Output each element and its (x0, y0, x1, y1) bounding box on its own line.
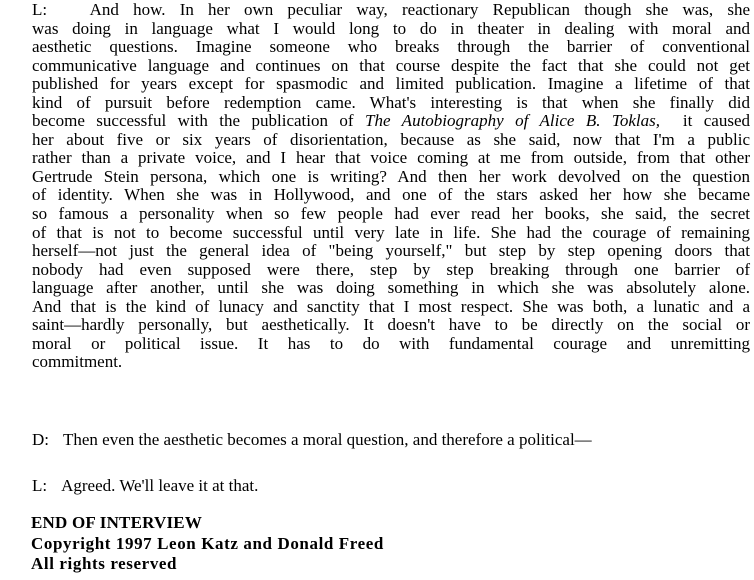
end-of-interview: END OF INTERVIEW (31, 513, 203, 532)
paragraph-line: commitment. (32, 352, 123, 372)
dialogue-line-l (32, 476, 258, 496)
paragraph-line: her about five or six years of disorientation, because as she said, now that I'm a public (32, 129, 750, 149)
paragraph-line: aesthetic questions. Imagine someone who breaks through the barrier of conventional (32, 37, 750, 57)
paragraph-line: was doing in language what I would long to do in theater in dealing with moral and (32, 18, 750, 38)
paragraph-line: communicative language and continues on that course despite the fact that she could not get (32, 55, 750, 75)
speaker-label: L: (32, 476, 48, 495)
paragraph-line: become successful with the publication of The Autobiography of Alice B. Toklas, it caused (32, 111, 751, 131)
paragraph-line: published for years except for spasmodic and limited publication. Imagine a lifetime of that (32, 74, 750, 94)
dialogue-line-d (32, 430, 592, 450)
paragraph-line: nobody had even supposed were there, step by step breaking through one barrier of (32, 259, 750, 279)
main-paragraph (1, 1, 750, 372)
dialogue-text: Then even the aesthetic becomes a moral question, and therefore a political— (63, 430, 592, 449)
paragraph-line: of identity. When she was in Hollywood, and one of the stars asked her how she became (32, 185, 750, 205)
paragraph-line: And that is the kind of lunacy and sanctity that I most respect. She was both, a lunatic and a (32, 296, 750, 316)
paragraph-line: moral or political issue. It has to do with fundamental courage and unremitting (32, 333, 750, 353)
paragraph-line: language after another, until she was doing something in which she was absolutely alone. (32, 278, 750, 298)
paragraph-line: L: And how. In her own peculiar way, reactionary Republican though she was, she (32, 0, 750, 19)
rights-notice: All rights reserved (31, 554, 178, 573)
paragraph-line: Gertrude Stein persona, which one is writing? And then her work devolved on the question (32, 166, 750, 186)
paragraph-line: rather than a private voice, and I hear that voice coming at me from outside, from that other (32, 148, 750, 168)
dialogue-text: Agreed. We'll leave it at that. (61, 476, 259, 495)
paragraph-line: of that is not to become successful until very late in life. She had the courage of remaining (32, 222, 750, 242)
paragraph-line: herself—not just the general idea of "being yourself," but step by step opening doors that (32, 241, 750, 261)
copyright-notice: Copyright 1997 Leon Katz and Donald Freed (31, 533, 384, 553)
paragraph-line: saint—hardly personally, but aesthetically. It doesn't have to be directly on the social or (32, 315, 750, 335)
paragraph-line: so famous a personality when so few people had ever read her books, she said, the secret (32, 204, 750, 224)
paragraph-line: kind of pursuit before redemption came. What's interesting is that when she finally did (32, 92, 750, 112)
speaker-label: D: (32, 430, 49, 449)
speaker-label: L: (32, 0, 48, 19)
closing-block (31, 513, 384, 575)
book-title: The Autobiography of Alice B. Toklas, (365, 111, 660, 131)
